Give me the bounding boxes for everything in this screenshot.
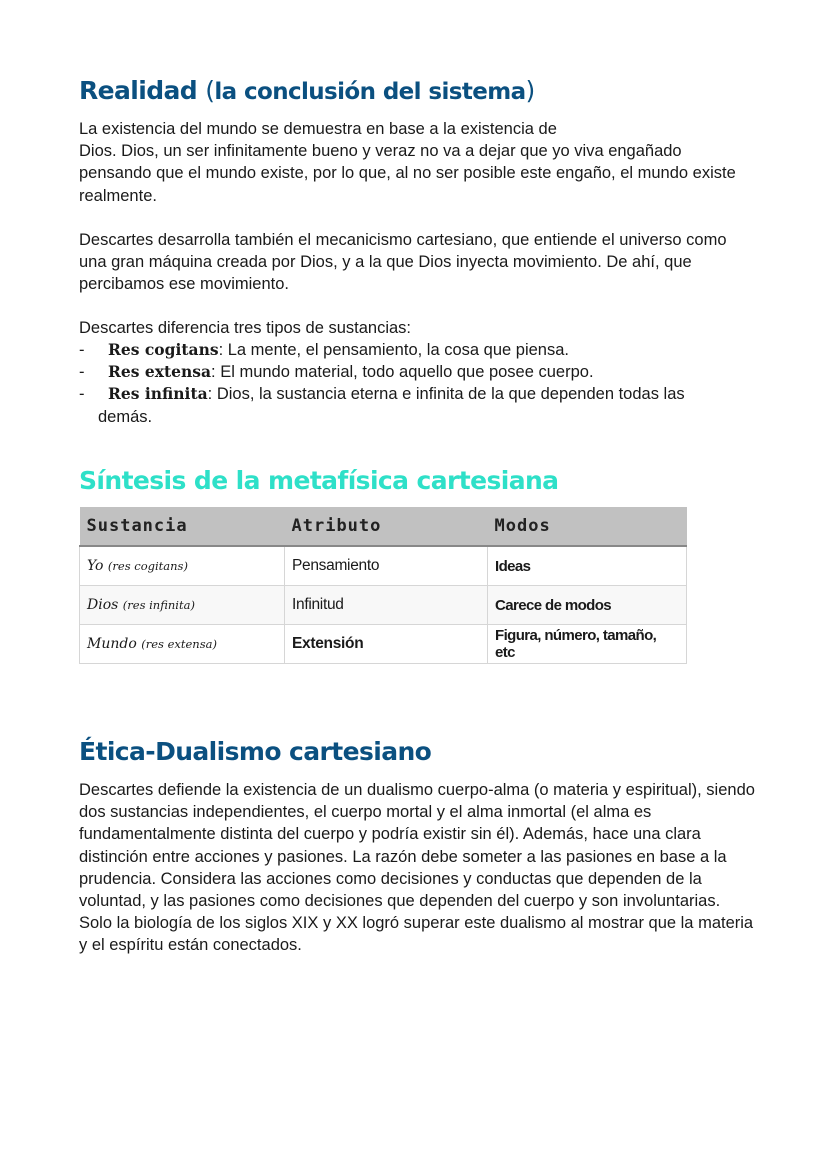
list-dash: -	[79, 363, 85, 382]
cell-atributo: Pensamiento	[285, 546, 488, 586]
cell-sustancia	[80, 586, 285, 625]
cell-atributo: Infinitud	[285, 586, 488, 625]
heading-paren-close: )	[525, 76, 535, 105]
heading-realidad-subtitle: la conclusión del sistema	[214, 79, 526, 105]
list-dash: -	[79, 385, 85, 404]
cell-sustancia	[80, 625, 285, 664]
term-res-extensa: Res extensa	[108, 362, 212, 382]
header-modos: Modos	[488, 507, 687, 546]
term-definition-continuation: demás.	[98, 407, 153, 426]
term-definition: : Dios, la sustancia eterna e infinita de la que dependen todas las	[207, 385, 685, 404]
term-definition: : La mente, el pensamiento, la cosa que piensa.	[218, 341, 569, 359]
metaphysics-table	[79, 507, 687, 664]
cell-sustancia	[80, 546, 285, 586]
table-row	[80, 546, 687, 586]
list-item	[79, 383, 759, 427]
heading-paren-open: (	[205, 76, 215, 105]
sustancia-note: (res cogitans)	[107, 559, 188, 573]
cell-modos: Figura, número, tamaño, etc	[488, 625, 687, 664]
sustancia-name: Yo	[87, 558, 104, 574]
list-item	[79, 339, 759, 361]
paragraph-dualismo-main: Descartes defiende la existencia de un dualismo cuerpo-alma (o materia y espiritual), siendo dos sustancias independientes, el cuerpo mortal y el alma inmortal (el alma es fundamentalmente distinta del cuerpo y podría existir sin él). Además, hace una clara distinción entre acciones y pasiones. La razón debe someter a las pasiones en base a la prudencia. Considera las acciones como decisiones y conductas que dependen de la voluntad, y las pasiones como decisiones que dependen del cuerpo y son involuntarias.	[79, 781, 755, 911]
list-item	[79, 361, 759, 383]
term-res-infinita: Res infinita	[108, 384, 208, 404]
sustancia-name: Mundo	[87, 636, 137, 652]
cell-modos: Carece de modos	[488, 586, 687, 625]
substance-types-list	[79, 339, 759, 428]
table-row	[80, 586, 687, 625]
list-dash: -	[79, 341, 85, 359]
heading-etica: Ética-Dualismo cartesiano	[79, 737, 432, 766]
paragraph-dualismo-biologia: Solo la biología de los siglos XIX y XX logró superar este dualismo al mostrar que la materia y el espíritu están conectados.	[79, 914, 754, 955]
paragraph-mecanicismo: Descartes desarrolla también el mecanicismo cartesiano, que entiende el universo como una gran máquina creada por Dios, y a la que Dios inyecta movimiento. De ahí, que percibamos ese movimiento.	[79, 231, 727, 294]
sustancia-note: (res infinita)	[122, 598, 195, 612]
sustancia-name: Dios	[87, 597, 119, 613]
term-res-cogitans: Res cogitans	[108, 340, 219, 359]
term-definition: : El mundo material, todo aquello que posee cuerpo.	[211, 363, 594, 382]
heading-sintesis: Síntesis de la metafísica cartesiana	[79, 466, 559, 495]
paragraph-tipos-intro: Descartes diferencia tres tipos de sustancias:	[79, 319, 411, 337]
heading-realidad-main: Realidad	[79, 76, 198, 105]
cell-atributo: Extensión	[285, 625, 488, 664]
heading-realidad	[79, 76, 535, 105]
sustancia-note: (res extensa)	[141, 637, 217, 651]
header-atributo: Atributo	[285, 507, 488, 546]
table-header-row	[80, 507, 687, 546]
table-row	[80, 625, 687, 664]
paragraph-line: La existencia del mundo se demuestra en base a la existencia de	[79, 120, 557, 138]
paragraph-dualismo	[79, 779, 759, 957]
cell-modos: Ideas	[488, 546, 687, 586]
header-sustancia: Sustancia	[80, 507, 285, 546]
paragraph-rest: Dios. Dios, un ser infinitamente bueno y veraz no va a dejar que yo viva engañado pensando que el mundo existe, por lo que, al no ser posible este engaño, el mundo existe realmente.	[79, 142, 736, 205]
paragraph-existencia-mundo	[79, 118, 739, 207]
